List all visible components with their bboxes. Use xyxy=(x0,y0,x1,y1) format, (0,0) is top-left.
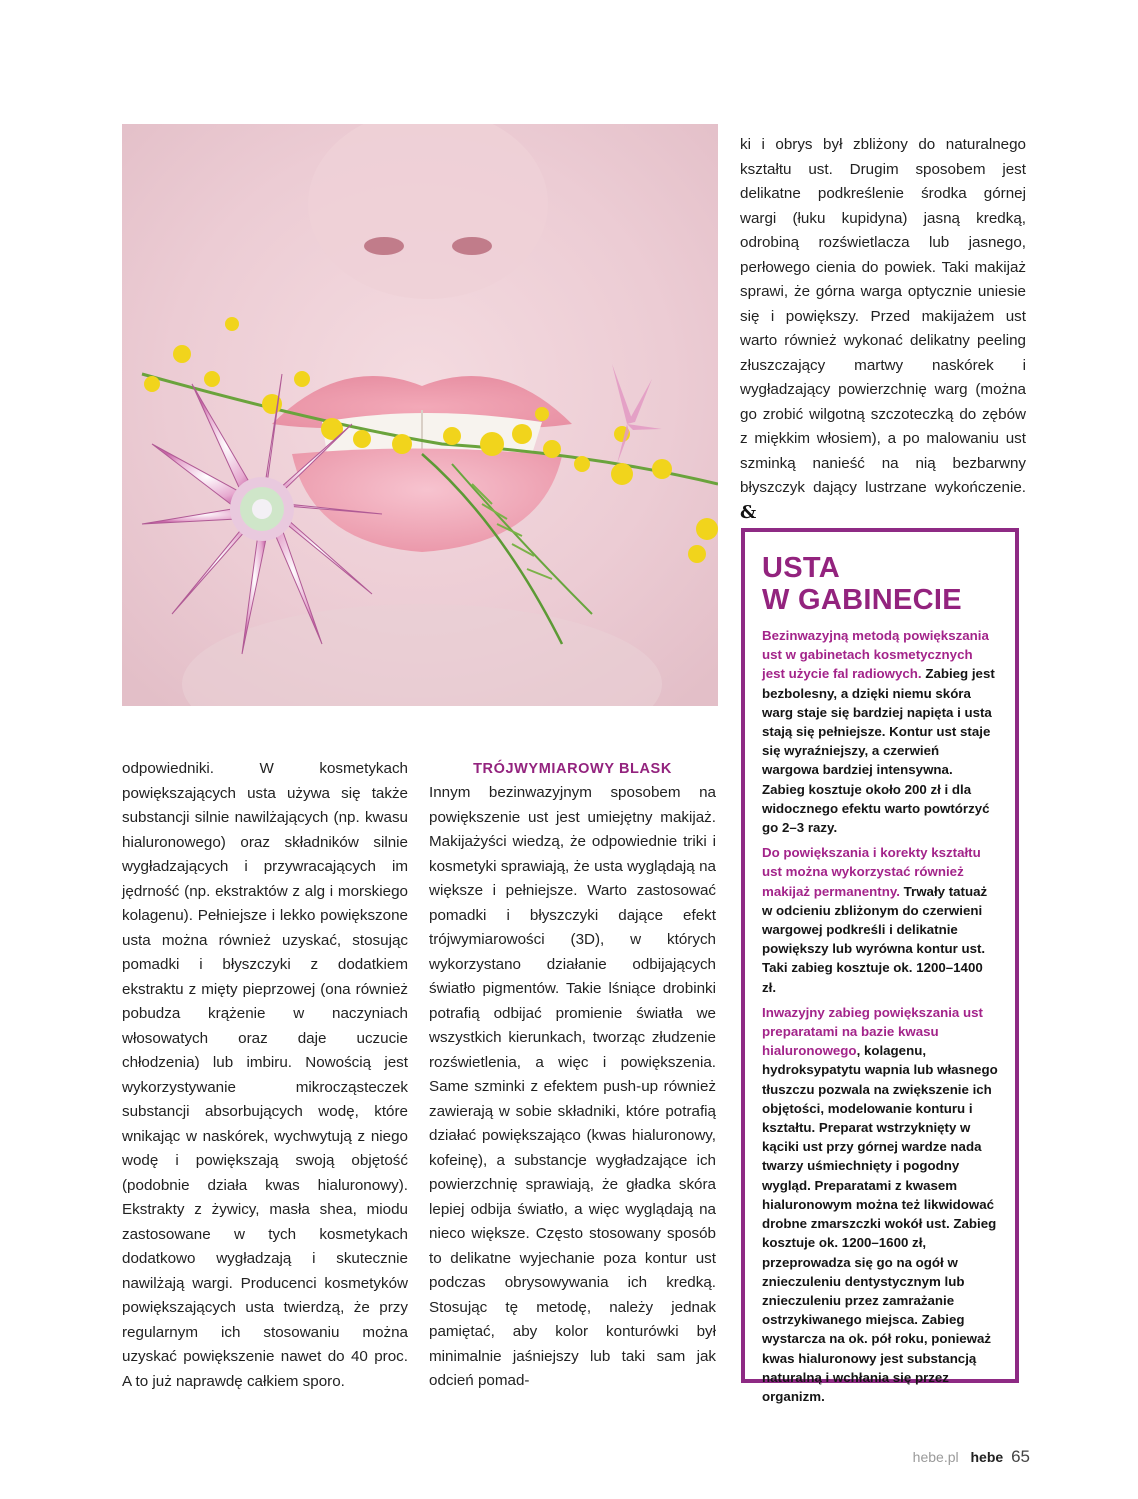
sidebar-p1-text: Zabieg jest bezbolesny, a dzięki niemu skóra warg staje się bardziej napięta i usta stają się pełniejsze. Kontur ust staje się wyraźniejszy, a czerwień wargowa bardziej intensywna. Zabieg kosztuje około 200 zł i dla widocznego efektu warto powtórzyć go 2–3 razy. xyxy=(762,666,995,836)
sidebar-p2-highlight: Do powiększania i korekty kształtu ust można wykorzystać również makijaż permanentny. xyxy=(762,845,981,899)
sidebar-title-line-1: USTA xyxy=(762,552,840,584)
footer-site: hebe.pl xyxy=(912,1449,959,1465)
page-footer xyxy=(913,1447,1030,1467)
column-1-text: odpowiedniki. W kosmetykach powiększających usta używa się także substancji silnie nawilżających (np. kwasu hialuronowego) oraz składników silnie wygładzających i przywracających im jędrność (np. ekstraktów z alg i morskiego kolagenu). Pełniejsze i lekko powiększone usta można również uzyskać, stosując pomadki i błyszczyki z dodatkiem ekstraktu z mięty pieprzowej (ona również pobudza krążenie w naczyniach włosowatych oraz daje uczucie chłodzenia) lub imbiru. Nowością jest wykorzystywanie mikrocząsteczek substancji absorbujących wodę, które wnikając w naskórek, wychwytują z niego wodę i powiększają swoją objętość (podobnie działa kwas hialuronowy). Ekstrakty z żywicy, masła shea, miodu zastosowane w tych kosmetykach dodatkowo wygładzają i skutecznie nawilżają wargi. Producenci kosmetyków powiększających usta twierdzą, że przy regularnym ich stosowaniu można uzyskać powiększenie nawet do 40 proc. A to już naprawdę całkiem sporo. xyxy=(122,760,408,1390)
article-column-2 xyxy=(429,757,716,1394)
sidebar-title-line-2: W GABINECIE xyxy=(762,584,962,616)
footer-brand: hebe xyxy=(970,1449,1004,1465)
sidebar-paragraph-3 xyxy=(762,1003,999,1406)
page-number: 65 xyxy=(1011,1447,1030,1466)
column-2-text: Innym bezinwazyjnym sposobem na powiększenie ust jest umiejętny makijaż. Makijażyści wiedzą, że odpowiednie triki i kosmetyki sprawiają, że usta wyglądają na większe i pełniejsze. Warto zastosować pomadki i błyszczyki dające efekt trójwymiarowości (3D), w których wykorzystano działanie odbijających światło pigmentów. Takie lśniące drobinki potrafią odbijać promienie światła we wszystkich kierunkach, tworząc złudzenie rozświetlenia, a więc i powiększenia. Same szminki z efektem push-up również zawierają w sobie składniki, które potrafią działać powiększająco (kwas hialuronowy, kofeinę), a substancje wygładzające ich powierzchnię sprawiają, że gładka skóra lepiej odbija światło, a więc wyglądają na nieco większe. Często stosowany sposób to delikatne wyjechanie poza kontur ust podczas obrysowywania ich kredką. Stosując tę metodę, należy jednak pamiętać, aby kolor konturówki był minimalnie jaśniejszy lub taki sam jak odcień pomad- xyxy=(429,784,716,1389)
photo-illustration xyxy=(122,124,718,706)
article-column-1 xyxy=(122,757,408,1394)
lips-flowers-photo xyxy=(122,124,718,706)
sidebar-p1-highlight: Bezinwazyjną metodą powiększania ust w gabinetach kosmetycznych jest użycie fal radiowych. xyxy=(762,628,989,682)
sidebar-p3-highlight: Inwazyjny zabieg powiększania ust preparatami na bazie kwasu hialuronowego xyxy=(762,1004,983,1059)
sidebar-title xyxy=(762,552,999,616)
sidebar-box xyxy=(741,528,1019,1404)
column-3-paragraph xyxy=(740,133,1026,526)
sidebar-p2-text: Trwały tatuaż w odcieniu zbliżonym do czerwieni wargowej podkreśli i delikatnie powiększy lub wyrówna kontur ust. Taki zabieg kosztuje ok. 1200–1400 zł. xyxy=(762,883,988,995)
sidebar-paragraph-1 xyxy=(762,626,999,837)
section-subheading: TRÓJWYMIAROWY BLASK xyxy=(473,761,672,777)
sidebar-p3-text: , kolagenu, hydroksypatytu wapnia lub własnego tłuszczu pozwala na zwiększenie ich objętości, modelowanie konturu i kształtu. Preparat wstrzyknięty w kąciki ust przy górnej wardze nada twarzy uśmiechnięty i pogodny wygląd. Preparatami z kwasem hialuronowym można też likwidować drobne zmarszczki wokół ust. Zabieg kosztuje ok. 1200–1600 zł, przeprowadza się go na ogół w znieczuleniu dentystycznym lub znieczuleniu przez zamrażanie ostrzykiwanego miejsca. Zabieg wystarcza na ok. pół roku, ponieważ kwas hialuronowy jest substancją naturalną i wchłania się przez organizm. xyxy=(762,1043,998,1404)
sidebar-paragraph-2 xyxy=(762,843,999,997)
article-column-3 xyxy=(740,133,1026,526)
end-of-article-icon: & xyxy=(740,501,757,523)
column-3-text: ki i obrys był zbliżony do naturalnego kształtu ust. Drugim sposobem jest delikatne podkreślenie środka górnej wargi (łuku kupidyna) jasną kredką, odrobiną rozświetlacza lub jasnego, perłowego cienia do powiek. Taki makijaż sprawi, że górna warga optycznie uniesie się i powiększy. Przed makijażem ust warto również wykonać delikatny peeling złuszczający martwy naskórek i wygładzający powierzchnię warg (można go zrobić wilgotną szczoteczką do zębów z miękkim włosiem), a po malowaniu ust szminką nanieść na nią bezbarwny błyszczyk dający lustrzane wykończenie. xyxy=(740,136,1026,496)
